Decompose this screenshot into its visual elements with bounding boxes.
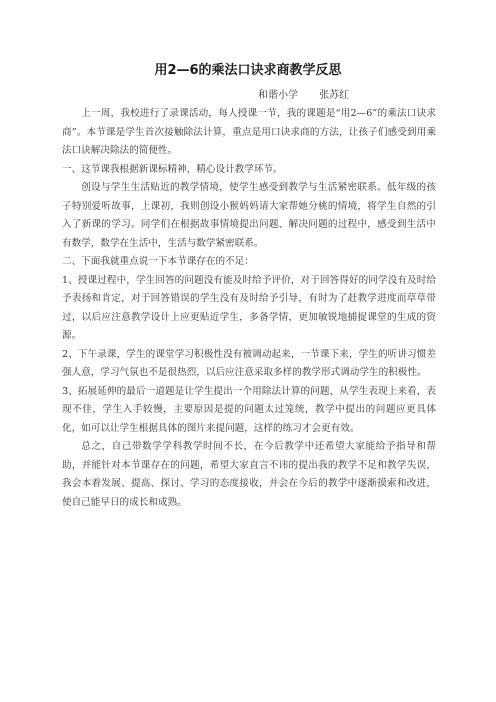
paragraph-situation: 创设与学生生活贴近的教学情境，使学生感受到教学与生活紧密联系。低年级的孩子特别爱听故事，上课初，我则创设小猴妈妈请大家帮她分桃的情境，将学生自然的引入了新课的学习。同学们在根据故事情境提出问题、解决问题的过程中，感受到生活中有数学，数学在生活中，生活与数学紧密联系。 bbox=[62, 182, 436, 249]
byline bbox=[258, 89, 349, 103]
document-title: 用2—6的乘法口诀求商教学反思 bbox=[154, 63, 342, 78]
paragraph-intro: 上一周，我校进行了录课活动，每人授课一节，我的课题是“用2—6”的乘法口诀求商”。本节课是学生首次接触除法计算，重点是用口诀求商的方法，让孩子们感受到用乘法口诀解决除法的简便性。 bbox=[62, 108, 436, 156]
list-item-1: 1、授课过程中，学生回答的问题没有能及时给予评价，对于回答得好的同学没有及时给予表扬和肯定，对于回答错误的学生没有及时给予引导，有时为了赶教学进度而草草带过，以后应注意教学设计上应更贴近学生，多备学情，更加敏锐地捕捉课堂的生成的资源。 bbox=[62, 274, 436, 341]
author-name: 张苏红 bbox=[319, 90, 350, 101]
list-item-2: 2、下午录课，学生的课堂学习积极性没有被调动起来，一节课下来，学生的听讲习惯差强人意，学习气氛也不是很热烈，以后应注意采取多样的教学形式调动学生的积极性。 bbox=[62, 348, 436, 378]
paragraph-conclusion: 总之，自己带数学学科教学时间不长，在今后教学中还希望大家能给予指导和帮助，并能针对本节课存在的问题，希望大家直言不讳的提出我的教学不足和教学失误，我会本着发展、提高、探讨、学习的态度接收，并会在今后的教学中逐渐摸索和改进，使自己能早日的成长和成熟。 bbox=[62, 441, 436, 508]
school-name: 和谐小学 bbox=[258, 90, 298, 101]
list-item-3: 3、拓展延伸的最后一道题是让学生提出一个用除法计算的问题，从学生表现上来看，表现不佳，学生入手较慢，主要原因是提的问题太过笼统，教学中提出的问题应更具体化，如可以让学生根据具体的图片来提问题，这样的练习才会更有效。 bbox=[62, 385, 436, 434]
section-heading-1: 一、这节课我根据新课标精神，精心设计教学环节。 bbox=[62, 163, 283, 175]
document-body bbox=[62, 105, 436, 512]
section-heading-2: 二、下面我就重点说一下本节课存在的不足： bbox=[62, 256, 254, 267]
